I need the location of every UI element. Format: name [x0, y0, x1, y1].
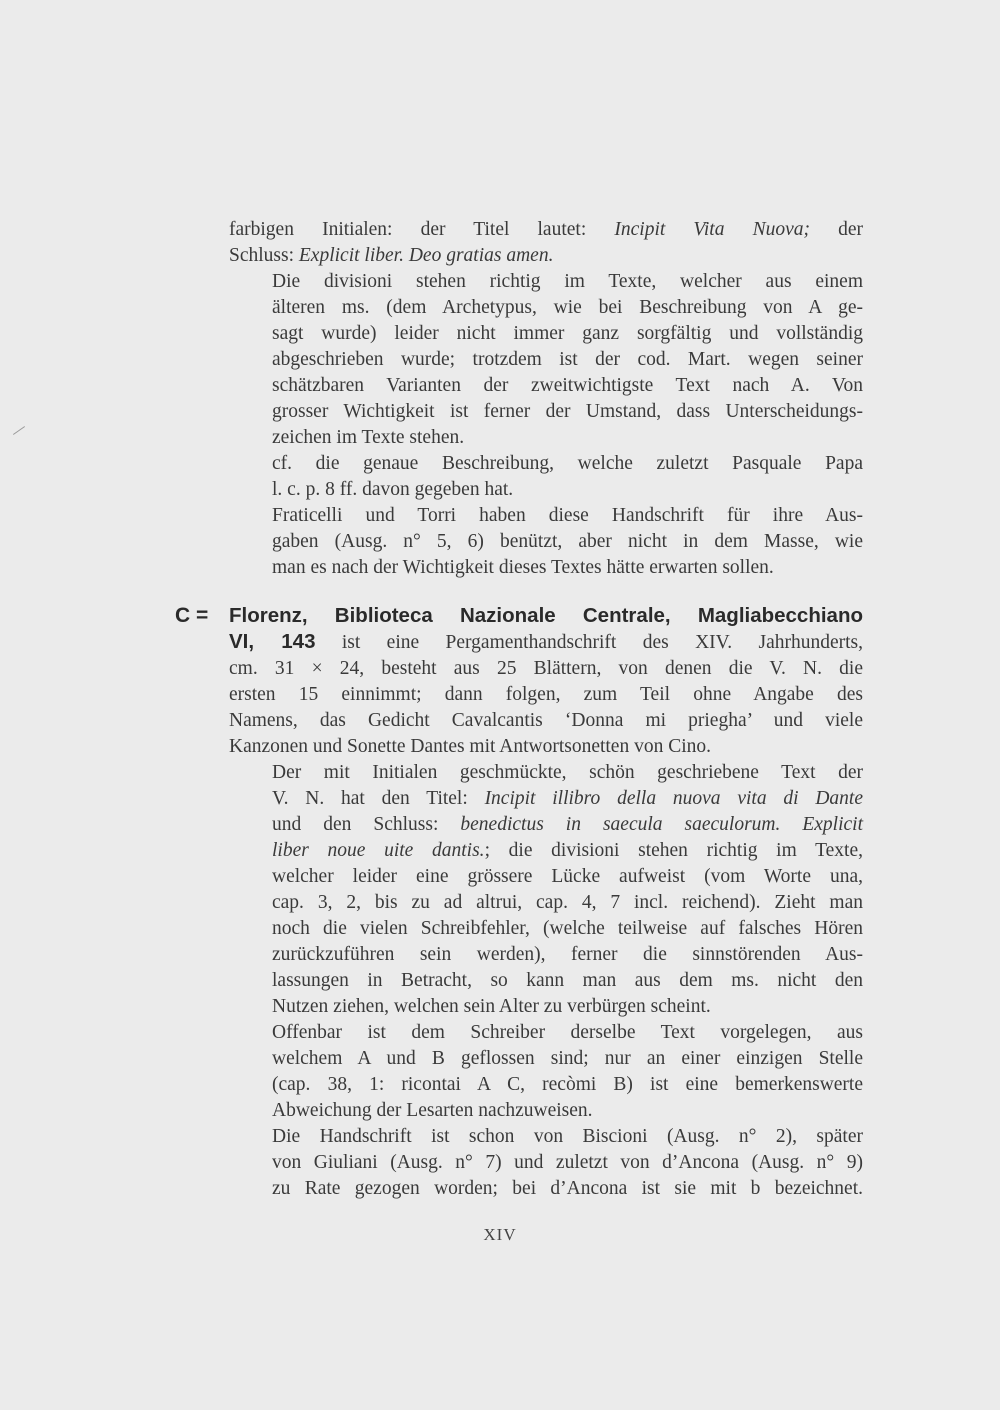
text-line: Nutzen ziehen, welchen sein Alter zu verbürgen scheint.: [272, 996, 711, 1017]
text-line: zeichen im Texte stehen.: [272, 427, 465, 448]
text-line: cap. 3, 2, bis zu ad altrui, cap. 4, 7 incl. reichend). Zieht man: [272, 892, 863, 913]
text-line: und den Schluss: benedictus in saecula saeculorum. Explicit: [272, 814, 863, 835]
section-heading: Florenz, Biblioteca Nazionale Centrale, Magliabecchiano: [229, 604, 863, 627]
text-line: abgeschrieben wurde; trotzdem ist der cod. Mart. wegen seiner: [272, 349, 863, 370]
text-line: man es nach der Wichtigkeit dieses Textes hätte erwarten sollen.: [272, 557, 774, 578]
text-line: zu Rate gezogen worden; bei d’Ancona ist sie mit b bezeichnet.: [272, 1178, 863, 1199]
text-line: von Giuliani (Ausg. n° 7) und zuletzt von d’Ancona (Ausg. n° 9): [272, 1152, 863, 1173]
text-line: Abweichung der Lesarten nachzuweisen.: [272, 1100, 593, 1121]
text-line: schätzbaren Varianten der zweitwichtigste Text nach A. Von: [272, 375, 863, 396]
text-line: (cap. 38, 1: ricontai A C, recòmi B) ist eine bemerkenswerte: [272, 1074, 863, 1095]
text-line: Die Handschrift ist schon von Biscioni (Ausg. n° 2), später: [272, 1126, 863, 1147]
italic-explicit: Explicit liber.: [298, 245, 404, 266]
section-c: [175, 603, 863, 760]
text-line: älteren ms. (dem Archetypus, wie bei Beschreibung von A ge-: [272, 297, 863, 318]
text-line: Die divisioni stehen richtig im Texte, welcher aus einem: [272, 271, 863, 292]
text-line: V. N. hat den Titel: Incipit illibro della nuova vita di Dante: [272, 788, 863, 809]
margin-pencil-mark: [13, 426, 25, 435]
text-line: sagt wurde) leider nicht immer ganz sorgfältig und vollständig: [272, 323, 863, 344]
text-line: Schluss: Explicit liber. Deo gratias amen.: [229, 245, 554, 266]
text-line: grosser Wichtigkeit ist ferner der Umstand, dass Unterscheidungs-: [272, 401, 863, 422]
text-line: liber noue uite dantis.; die divisioni stehen richtig im Texte,: [272, 840, 863, 861]
paragraph-7: [229, 1124, 863, 1202]
italic-deo-gratias: Deo gratias amen.: [408, 245, 554, 266]
paragraph-6: [229, 1020, 863, 1124]
text-line: Fraticelli und Torri haben diese Handschrift für ihre Aus-: [272, 505, 863, 526]
section-c-paragraph: [229, 603, 863, 760]
italic-title: Incipit Vita Nuova;: [614, 219, 810, 240]
text-line: cf. die genaue Beschreibung, welche zuletzt Pasquale Papa: [272, 453, 863, 474]
paragraph-4: [229, 503, 863, 581]
italic-liber: liber noue uite dantis.: [272, 840, 485, 861]
text-line: VI, 143 ist eine Pergamenthandschrift des XIV. Jahrhunderts,: [229, 630, 863, 653]
text-line: welcher leider eine grössere Lücke aufweist (vom Worte una,: [272, 866, 863, 887]
paragraph-2: [229, 269, 863, 451]
text-line: welchem A und B geflossen sind; nur an einer einzigen Stelle: [272, 1048, 863, 1069]
text-line: Namens, das Gedicht Cavalcantis ‘Donna mi priegha’ und viele: [229, 710, 863, 731]
paragraph-5: [229, 760, 863, 1020]
text-line: ersten 15 einnimmt; dann folgen, zum Teil ohne Angabe des: [229, 684, 863, 705]
text-line: farbigen Initialen: der Titel lautet: Incipit Vita Nuova; der: [229, 219, 864, 240]
italic-incipit: Incipit illibro della nuova vita di Dante: [484, 788, 863, 809]
italic-schluss: benedictus in saecula saeculorum. Explicit: [460, 814, 863, 835]
text-line: noch die vielen Schreibfehler, (welche teilweise auf falsches Hören: [272, 918, 863, 939]
siglum-c: C =: [175, 604, 209, 627]
paragraph-3: [229, 451, 863, 503]
text-line: Kanzonen und Sonette Dantes mit Antwortsonetten von Cino.: [229, 736, 712, 757]
text-line: gaben (Ausg. n° 5, 6) benützt, aber nicht in dem Masse, wie: [272, 531, 863, 552]
shelfmark: VI, 143: [229, 630, 316, 653]
text-line: cm. 31 × 24, besteht aus 25 Blättern, von denen die V. N. die: [229, 658, 863, 679]
paragraph-1: [229, 217, 863, 269]
text-line: Offenbar ist dem Schreiber derselbe Text vorgelegen, aus: [272, 1022, 863, 1043]
page-body: [175, 217, 864, 1202]
text-line: Der mit Initialen geschmückte, schön geschriebene Text der: [272, 762, 863, 783]
text-line: zurückzuführen sein werden), ferner die sinnstörenden Aus-: [272, 944, 863, 965]
text-line: lassungen in Betracht, so kann man aus dem ms. nicht den: [272, 970, 863, 991]
page-number: XIV: [483, 1225, 517, 1244]
text-line: l. c. p. 8 ff. davon gegeben hat.: [272, 479, 514, 500]
